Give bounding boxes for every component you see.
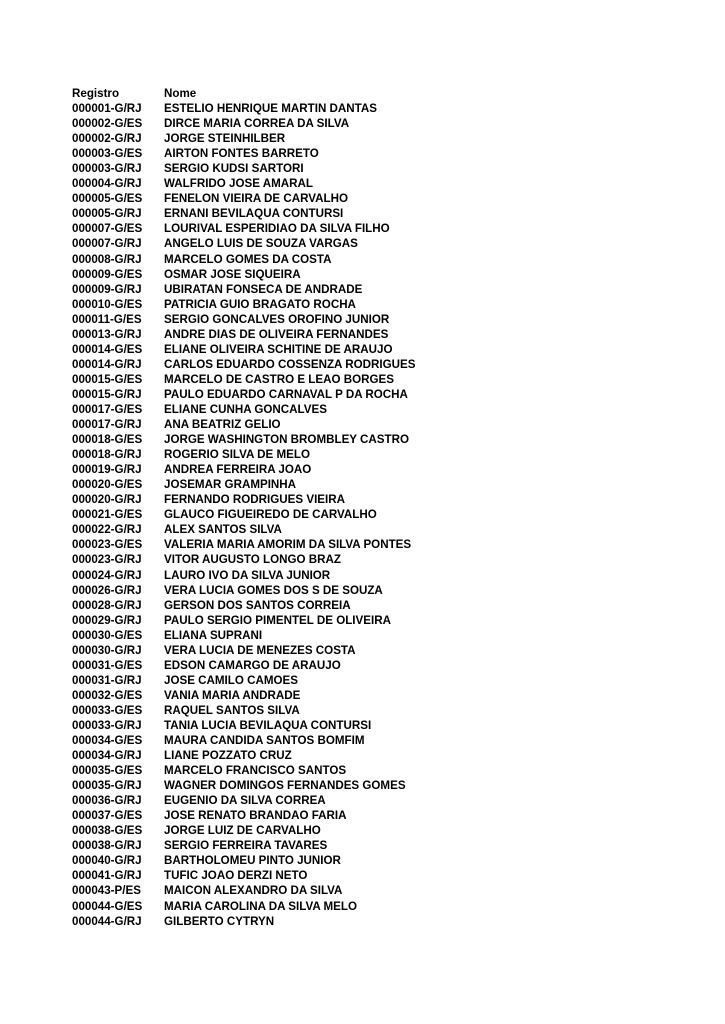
list-item bbox=[72, 282, 692, 297]
registro-cell: 000008-G/RJ bbox=[72, 252, 142, 266]
nome-cell: RAQUEL SANTOS SILVA bbox=[164, 703, 300, 717]
registro-cell: 000023-G/ES bbox=[72, 538, 143, 552]
nome-cell: JORGE WASHINGTON BROMBLEY CASTRO bbox=[164, 433, 409, 447]
list-item bbox=[72, 116, 692, 131]
registro-cell: 000015-G/RJ bbox=[72, 387, 142, 401]
registro-cell: 000028-G/RJ bbox=[72, 598, 142, 612]
nome-cell: LIANE POZZATO CRUZ bbox=[164, 749, 292, 763]
list-item bbox=[72, 236, 692, 251]
list-item bbox=[72, 838, 692, 853]
nome-cell: SERGIO KUDSI SARTORI bbox=[164, 162, 304, 176]
registro-cell: 000018-G/ES bbox=[72, 433, 143, 447]
registro-cell: 000007-G/ES bbox=[72, 222, 143, 236]
registro-cell: 000002-G/RJ bbox=[72, 132, 142, 146]
list-item bbox=[72, 267, 692, 282]
list-item bbox=[72, 297, 692, 312]
nome-cell: CARLOS EDUARDO COSSENZA RODRIGUES bbox=[164, 357, 416, 371]
list-item bbox=[72, 568, 692, 583]
list-item bbox=[72, 703, 692, 718]
list-item bbox=[72, 673, 692, 688]
registro-cell: 000018-G/RJ bbox=[72, 448, 142, 462]
list-item bbox=[72, 327, 692, 342]
registro-cell: 000007-G/RJ bbox=[72, 237, 142, 251]
nome-cell: DIRCE MARIA CORREA DA SILVA bbox=[164, 117, 350, 131]
list-item bbox=[72, 462, 692, 477]
nome-cell: JORGE STEINHILBER bbox=[164, 132, 286, 146]
registro-cell: 000017-G/RJ bbox=[72, 418, 142, 432]
list-item bbox=[72, 312, 692, 327]
nome-cell: JOSE CAMILO CAMOES bbox=[164, 673, 298, 687]
nome-cell: EDSON CAMARGO DE ARAUJO bbox=[164, 658, 341, 672]
nome-cell: LAURO IVO DA SILVA JUNIOR bbox=[164, 568, 331, 582]
nome-cell: MAICON ALEXANDRO DA SILVA bbox=[164, 884, 343, 898]
registro-cell: 000036-G/RJ bbox=[72, 794, 142, 808]
registro-cell: 000003-G/ES bbox=[72, 147, 143, 161]
nome-cell: ESTELIO HENRIQUE MARTIN DANTAS bbox=[164, 102, 377, 116]
list-item bbox=[72, 583, 692, 598]
registro-cell: 000034-G/RJ bbox=[72, 749, 142, 763]
list-item bbox=[72, 191, 692, 206]
registro-cell: 000005-G/ES bbox=[72, 192, 143, 206]
nome-cell: TANIA LUCIA BEVILAQUA CONTURSI bbox=[164, 718, 372, 732]
registro-cell: 000011-G/ES bbox=[72, 312, 142, 326]
nome-cell: VALERIA MARIA AMORIM DA SILVA PONTES bbox=[164, 538, 412, 552]
list-item bbox=[72, 808, 692, 823]
nome-cell: ANDREA FERREIRA JOAO bbox=[164, 463, 312, 477]
registro-cell: 000034-G/ES bbox=[72, 734, 143, 748]
registro-cell: 000033-G/ES bbox=[72, 703, 143, 717]
list-item bbox=[72, 552, 692, 567]
list-item bbox=[72, 402, 692, 417]
nome-cell: WAGNER DOMINGOS FERNANDES GOMES bbox=[164, 779, 406, 793]
nome-cell: AIRTON FONTES BARRETO bbox=[164, 147, 319, 161]
list-item bbox=[72, 387, 692, 402]
registro-cell: 000014-G/RJ bbox=[72, 357, 142, 371]
list-item bbox=[72, 447, 692, 462]
registro-cell: 000038-G/ES bbox=[72, 824, 143, 838]
registro-cell: 000029-G/RJ bbox=[72, 613, 142, 627]
registro-cell: 000041-G/RJ bbox=[72, 869, 142, 883]
list-item bbox=[72, 342, 692, 357]
nome-cell: WALFRIDO JOSE AMARAL bbox=[164, 177, 313, 191]
list-item bbox=[72, 628, 692, 643]
registro-cell: 000030-G/ES bbox=[72, 628, 143, 642]
nome-cell: ELIANE OLIVEIRA SCHITINE DE ARAUJO bbox=[164, 342, 393, 356]
registro-cell: 000037-G/ES bbox=[72, 809, 143, 823]
list-item bbox=[72, 598, 692, 613]
list-item bbox=[72, 176, 692, 191]
registro-cell: 000030-G/RJ bbox=[72, 643, 142, 657]
list-item bbox=[72, 748, 692, 763]
list-item bbox=[72, 477, 692, 492]
header-row bbox=[72, 86, 692, 101]
registro-cell: 000020-G/RJ bbox=[72, 493, 142, 507]
nome-cell: ELIANE CUNHA GONCALVES bbox=[164, 402, 327, 416]
nome-cell: ROGERIO SILVA DE MELO bbox=[164, 448, 311, 462]
list-item bbox=[72, 417, 692, 432]
registro-cell: 000035-G/RJ bbox=[72, 779, 142, 793]
nome-cell: EUGENIO DA SILVA CORREA bbox=[164, 794, 326, 808]
nome-cell: MAURA CANDIDA SANTOS BOMFIM bbox=[164, 734, 365, 748]
nome-cell: FERNANDO RODRIGUES VIEIRA bbox=[164, 493, 346, 507]
list-item bbox=[72, 252, 692, 267]
registro-cell: 000004-G/RJ bbox=[72, 177, 142, 191]
registro-cell: 000013-G/RJ bbox=[72, 327, 142, 341]
registro-cell: 000017-G/ES bbox=[72, 402, 143, 416]
list-item bbox=[72, 793, 692, 808]
registro-cell: 000035-G/ES bbox=[72, 764, 143, 778]
list-item bbox=[72, 131, 692, 146]
nome-cell: FENELON VIEIRA DE CARVALHO bbox=[164, 192, 349, 206]
registro-cell: 000031-G/ES bbox=[72, 658, 143, 672]
nome-cell: ANGELO LUIS DE SOUZA VARGAS bbox=[164, 237, 358, 251]
nome-cell: ELIANA SUPRANI bbox=[164, 628, 263, 642]
list-item bbox=[72, 357, 692, 372]
nome-cell: VERA LUCIA GOMES DOS S DE SOUZA bbox=[164, 583, 383, 597]
list-item bbox=[72, 914, 692, 929]
nome-cell: PAULO EDUARDO CARNAVAL P DA ROCHA bbox=[164, 387, 408, 401]
nome-cell: PATRICIA GUIO BRAGATO ROCHA bbox=[164, 297, 356, 311]
registro-cell: 000033-G/RJ bbox=[72, 718, 142, 732]
nome-cell: BARTHOLOMEU PINTO JUNIOR bbox=[164, 854, 341, 868]
registro-cell: 000009-G/ES bbox=[72, 267, 143, 281]
nome-cell: GLAUCO FIGUEIREDO DE CARVALHO bbox=[164, 508, 377, 522]
nome-cell: MARCELO FRANCISCO SANTOS bbox=[164, 764, 347, 778]
registro-cell: 000026-G/RJ bbox=[72, 583, 142, 597]
registro-cell: 000032-G/ES bbox=[72, 688, 143, 702]
list-item bbox=[72, 718, 692, 733]
nome-cell: GILBERTO CYTRYN bbox=[164, 914, 275, 928]
registro-cell: 000043-P/ES bbox=[72, 884, 141, 898]
nome-cell: MARCELO GOMES DA COSTA bbox=[164, 252, 332, 266]
list-item bbox=[72, 372, 692, 387]
registro-cell: 000040-G/RJ bbox=[72, 854, 142, 868]
registro-cell: 000002-G/ES bbox=[72, 117, 143, 131]
list-item bbox=[72, 492, 692, 507]
registro-cell: 000023-G/RJ bbox=[72, 553, 142, 567]
nome-cell: ERNANI BEVILAQUA CONTURSI bbox=[164, 207, 344, 221]
registro-cell: 000044-G/RJ bbox=[72, 914, 142, 928]
nome-header: Nome bbox=[164, 87, 197, 100]
list-item bbox=[72, 643, 692, 658]
list-item bbox=[72, 101, 692, 116]
registro-cell: 000010-G/ES bbox=[72, 297, 143, 311]
nome-cell: UBIRATAN FONSECA DE ANDRADE bbox=[164, 282, 363, 296]
list-item bbox=[72, 868, 692, 883]
nome-cell: SERGIO FERREIRA TAVARES bbox=[164, 839, 328, 853]
registro-cell: 000021-G/ES bbox=[72, 508, 143, 522]
registro-cell: 000022-G/RJ bbox=[72, 523, 142, 537]
nome-cell: MARCELO DE CASTRO E LEAO BORGES bbox=[164, 372, 394, 386]
list-item bbox=[72, 432, 692, 447]
list-item bbox=[72, 146, 692, 161]
registro-cell: 000020-G/ES bbox=[72, 478, 143, 492]
rows-container bbox=[72, 101, 692, 929]
list-item bbox=[72, 537, 692, 552]
list-item bbox=[72, 206, 692, 221]
registro-cell: 000031-G/RJ bbox=[72, 673, 142, 687]
registro-cell: 000009-G/RJ bbox=[72, 282, 142, 296]
registro-cell: 000015-G/ES bbox=[72, 372, 143, 386]
nome-cell: VANIA MARIA ANDRADE bbox=[164, 688, 301, 702]
registro-cell: 000003-G/RJ bbox=[72, 162, 142, 176]
registry-list bbox=[72, 86, 692, 929]
registro-cell: 000001-G/RJ bbox=[72, 102, 142, 116]
registro-cell: 000044-G/ES bbox=[72, 899, 143, 913]
nome-cell: VERA LUCIA DE MENEZES COSTA bbox=[164, 643, 356, 657]
nome-cell: VITOR AUGUSTO LONGO BRAZ bbox=[164, 553, 341, 567]
list-item bbox=[72, 899, 692, 914]
list-item bbox=[72, 161, 692, 176]
nome-cell: JOSEMAR GRAMPINHA bbox=[164, 478, 297, 492]
list-item bbox=[72, 658, 692, 673]
nome-cell: PAULO SERGIO PIMENTEL DE OLIVEIRA bbox=[164, 613, 391, 627]
nome-cell: JORGE LUIZ DE CARVALHO bbox=[164, 824, 321, 838]
nome-cell: ANA BEATRIZ GELIO bbox=[164, 418, 281, 432]
registro-cell: 000038-G/RJ bbox=[72, 839, 142, 853]
list-item bbox=[72, 883, 692, 898]
nome-cell: ANDRE DIAS DE OLIVEIRA FERNANDES bbox=[164, 327, 389, 341]
nome-cell: OSMAR JOSE SIQUEIRA bbox=[164, 267, 301, 281]
list-item bbox=[72, 763, 692, 778]
registro-cell: 000024-G/RJ bbox=[72, 568, 142, 582]
list-item bbox=[72, 688, 692, 703]
registro-header: Registro bbox=[72, 87, 120, 100]
list-item bbox=[72, 823, 692, 838]
nome-cell: LOURIVAL ESPERIDIAO DA SILVA FILHO bbox=[164, 222, 390, 236]
registro-cell: 000019-G/RJ bbox=[72, 463, 142, 477]
list-item bbox=[72, 733, 692, 748]
registro-cell: 000014-G/ES bbox=[72, 342, 143, 356]
nome-cell: TUFIC JOAO DERZI NETO bbox=[164, 869, 308, 883]
list-item bbox=[72, 778, 692, 793]
list-item bbox=[72, 507, 692, 522]
list-item bbox=[72, 221, 692, 236]
nome-cell: JOSE RENATO BRANDAO FARIA bbox=[164, 809, 347, 823]
list-item bbox=[72, 613, 692, 628]
nome-cell: MARIA CAROLINA DA SILVA MELO bbox=[164, 899, 357, 913]
nome-cell: ALEX SANTOS SILVA bbox=[164, 523, 282, 537]
nome-cell: SERGIO GONCALVES OROFINO JUNIOR bbox=[164, 312, 390, 326]
registro-cell: 000005-G/RJ bbox=[72, 207, 142, 221]
list-item bbox=[72, 853, 692, 868]
list-item bbox=[72, 522, 692, 537]
nome-cell: GERSON DOS SANTOS CORREIA bbox=[164, 598, 351, 612]
